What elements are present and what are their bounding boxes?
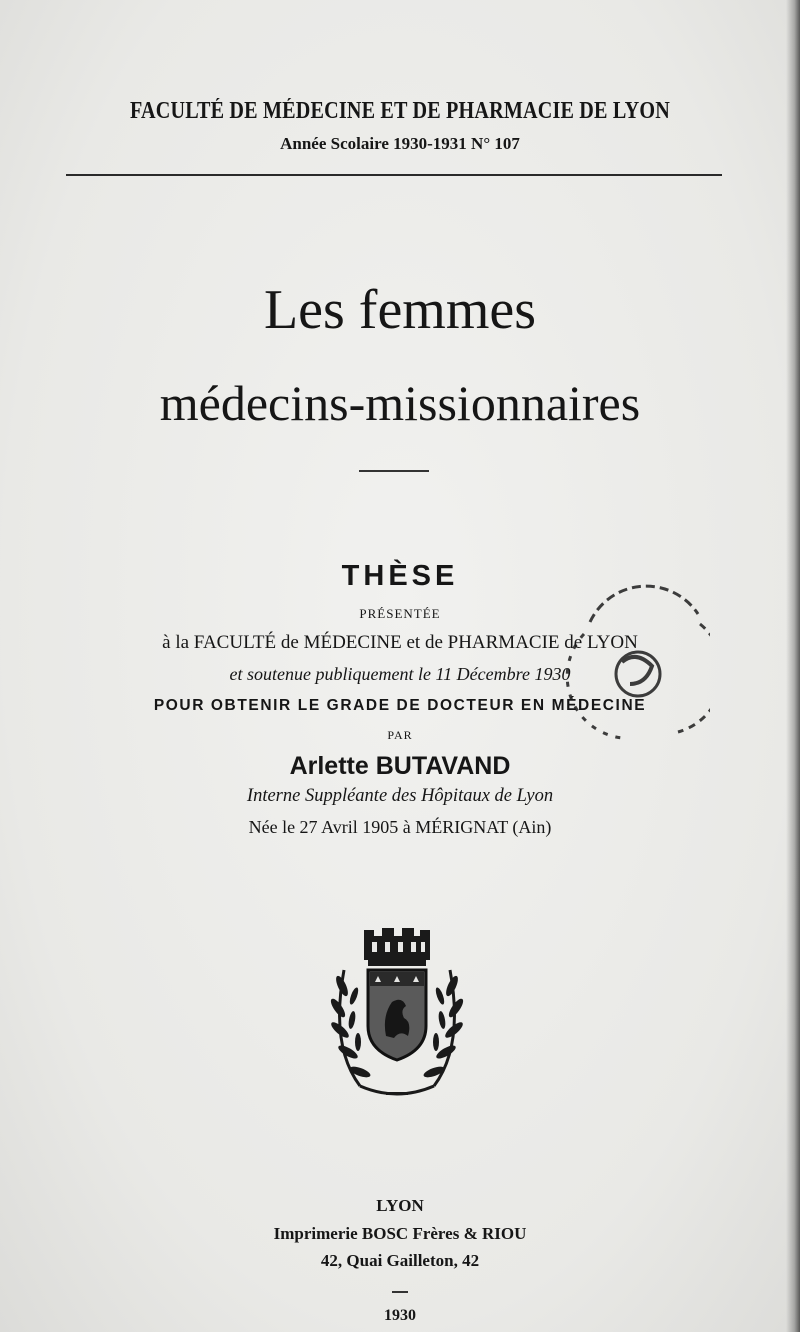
title-line-1: Les femmes xyxy=(263,279,537,341)
lyon-coat-of-arms-icon xyxy=(320,926,474,1102)
author-birth: Née le 27 Avril 1905 à MÉRIGNAT (Ain) xyxy=(248,817,552,837)
defense-date-line: et soutenue publiquement le 11 Décembre 1930 xyxy=(229,664,571,684)
top-divider xyxy=(66,174,722,176)
by-label: PAR xyxy=(387,728,413,742)
printer-name: Imprimerie BOSC Frères & RIOU xyxy=(273,1224,527,1243)
school-year: Année Scolaire 1930-1931 N° 107 xyxy=(280,134,520,153)
printer-address: 42, Quai Gailleton, 42 xyxy=(320,1251,480,1270)
page-edge-shadow xyxy=(786,0,800,1332)
publication-year: 1930 xyxy=(384,1307,416,1324)
publisher-city: LYON xyxy=(376,1196,424,1215)
title-line-2: médecins-missionnaires xyxy=(159,375,641,431)
thesis-heading: THÈSE xyxy=(341,560,459,592)
footer-dash xyxy=(392,1291,408,1293)
library-stamp xyxy=(560,562,710,752)
faculty-line: à la FACULTÉ de MÉDECINE et de PHARMACIE de LYON xyxy=(162,632,638,653)
author-name: Arlette BUTAVAND xyxy=(289,752,511,780)
title-divider xyxy=(359,470,429,472)
presented-label: PRÉSENTÉE xyxy=(359,606,441,621)
degree-line: POUR OBTENIR LE GRADE DE DOCTEUR EN MÉDECINE xyxy=(153,697,647,714)
faculty-heading: FACULTÉ DE MÉDECINE ET DE PHARMACIE DE LYON xyxy=(130,98,670,124)
author-position: Interne Suppléante des Hôpitaux de Lyon xyxy=(246,786,554,806)
